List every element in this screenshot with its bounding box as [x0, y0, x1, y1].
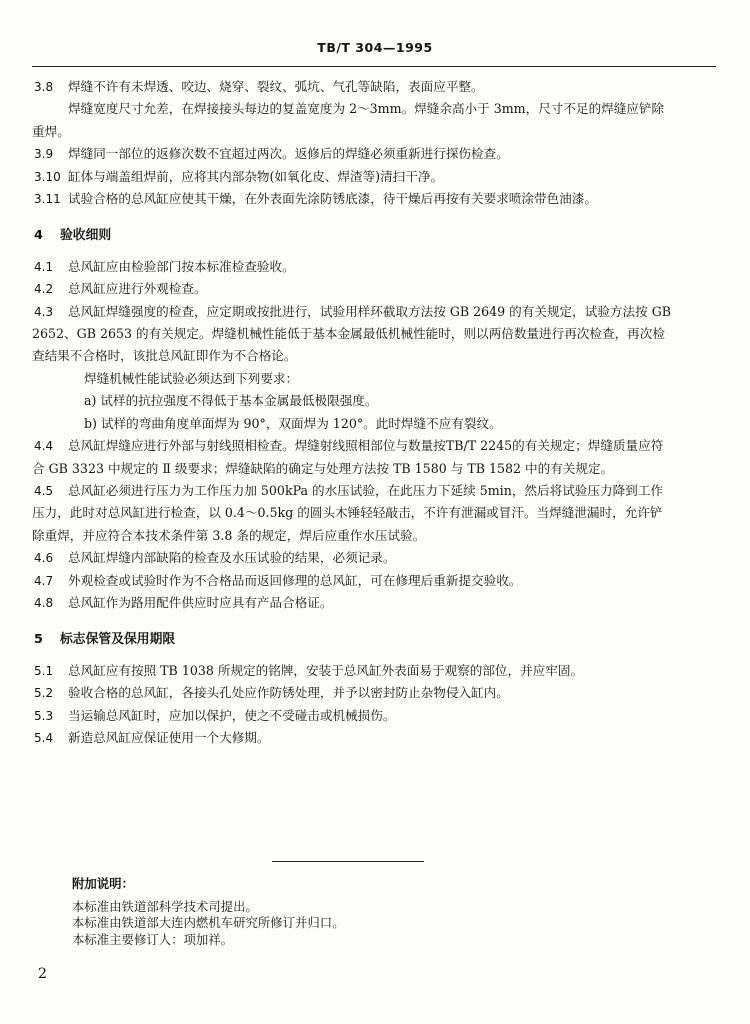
- clause-text: 总风缸焊缝应进行外部与射线照相检查。焊缝射线照相部位与数量按TB/T 2245的有关规定；焊缝质量应符合 GB 3323 中规定的 Ⅱ 级要求；焊缝缺陷的确定与处理方法按 TB 1580 与 TB 1582 中的有关规定。: [32, 438, 664, 476]
- section-number: 4: [34, 228, 43, 244]
- notes-title: 附加说明：: [72, 876, 134, 891]
- clause-3-9: [32, 143, 672, 165]
- clause-text: 新造总风缸应保证使用一个大修期。: [68, 729, 270, 745]
- clause-text: 总风缸必须进行压力为工作压力加 500kPa 的水压试验，在此压力下延续 5min，然后将试验压力降到工作压力，此时对总风缸进行检查，以 0.4～0.5kg 的圆头木锤轻轻敲击，不许有泄漏或冒汗。当焊缝泄漏时，允许铲除重焊，并应符合本技术条件第 3.8 条的规定，焊后应重作水压试验。: [32, 482, 663, 543]
- clause-number: 5.4: [34, 730, 54, 745]
- clause-3-8-continuation: [32, 98, 672, 143]
- clause-text: 总风缸应有按照 TB 1038 所规定的铭牌，安装于总风缸外表面易于观察的部位，并应牢固。: [68, 662, 584, 678]
- clause-text: 焊缝宽度尺寸允差，在焊接接头每边的复盖宽度为 2～3mm。焊缝余高小于 3mm，尺寸不足的焊缝应铲除重焊。: [32, 101, 665, 139]
- clause-text: 总风缸焊缝强度的检查，应定期或按批进行，试验用样环截取方法按 GB 2649 的有关规定，试验方法按 GB 2652、GB 2653 的有关规定。焊缝机械性能低于基本金属最低机械性能时，则以两倍数量进行再次检查，再次检查结果不合格时，该批总风缸即作为不合格论。: [32, 303, 672, 364]
- clause-text: 总风缸作为路用配件供应时应具有产品合格证。: [68, 594, 333, 610]
- additional-notes: [72, 876, 345, 948]
- section-5-heading: [32, 629, 672, 651]
- clause-4-5: [32, 480, 672, 547]
- document-body: [32, 76, 672, 749]
- section-title: 验收细则: [60, 228, 112, 244]
- clause-text: 焊缝同一部位的返修次数不宜超过两次。返修后的焊缝必须重新进行探伤检查。: [68, 146, 509, 162]
- clause-number: 4.6: [34, 551, 54, 566]
- clause-number: 3.11: [34, 192, 61, 207]
- weld-requirement-b: b) 试样的弯曲角度单面焊为 90°，双面焊为 120°。此时焊缝不应有裂纹。: [84, 415, 502, 431]
- section-4-heading: [32, 225, 672, 247]
- clause-4-2: [32, 278, 672, 300]
- clause-number: 4.5: [34, 483, 54, 498]
- clause-4-3: [32, 301, 672, 368]
- clause-4-1: [32, 256, 672, 278]
- clause-4-6: [32, 547, 672, 569]
- clause-text: 当运输总风缸时，应加以保护，使之不受碰击或机械损伤。: [68, 707, 396, 723]
- clause-number: 3.8: [34, 80, 54, 94]
- clause-4-8: [32, 592, 672, 614]
- clause-text: 试验合格的总风缸应使其干燥，在外表面先涂防锈底漆，待干燥后再按有关要求喷涂带色油漆。: [68, 191, 597, 207]
- section-title: 标志保管及保用期限: [60, 632, 176, 648]
- clause-number: 4.3: [34, 304, 54, 319]
- clause-4-7: [32, 570, 672, 592]
- clause-3-8: [32, 76, 672, 98]
- clause-number: 4.8: [34, 595, 54, 610]
- clause-3-11: [32, 188, 672, 210]
- clause-5-2: [32, 682, 672, 704]
- header-rule: [32, 66, 716, 67]
- page-number: 2: [38, 966, 47, 982]
- clause-number: 3.10: [34, 169, 61, 184]
- clause-text: 焊缝不许有未焊透、咬边、烧穿、裂纹、弧坑、气孔等缺陷，表面应平整。: [68, 79, 484, 94]
- notes-line: 本标准由铁道部科学技术司提出。: [72, 898, 258, 914]
- weld-requirements-intro: 焊缝机械性能试验必须达到下列要求：: [84, 370, 299, 386]
- clause-text: 总风缸应进行外观检查。: [68, 281, 207, 297]
- clause-5-3: [32, 705, 672, 727]
- notes-line: 本标准主要修订人：项加祥。: [72, 931, 234, 947]
- clause-3-10: [32, 166, 672, 188]
- clause-text: 外观检查或试验时作为不合格品而返回修理的总风缸，可在修理后重新提交验收。: [68, 572, 522, 588]
- clause-5-1: [32, 660, 672, 682]
- clause-number: 4.4: [34, 439, 54, 454]
- clause-number: 3.9: [34, 147, 54, 162]
- clause-text: 总风缸焊缝内部缺陷的检查及水压试验的结果，必须记录。: [68, 550, 396, 566]
- clause-number: 5.3: [34, 708, 54, 723]
- clause-number: 4.2: [34, 282, 54, 297]
- clause-text: 总风缸应由检验部门按本标准检查验收。: [68, 258, 295, 274]
- clause-number: 4.1: [34, 259, 54, 274]
- separator-rule: [272, 861, 424, 862]
- standard-code-header: TB/T 304—1995: [317, 40, 433, 55]
- clause-text: 缸体与端盖组焊前，应将其内部杂物(如氧化皮、焊渣等)清扫干净。: [68, 168, 444, 184]
- clause-number: 5.1: [34, 663, 54, 678]
- clause-number: 5.2: [34, 686, 54, 701]
- clause-text: 验收合格的总风缸，各接头孔处应作防锈处理，并予以密封防止杂物侵入缸内。: [68, 685, 509, 701]
- clause-4-4: [32, 435, 672, 480]
- weld-requirement-a: a) 试样的抗拉强度不得低于基本金属最低极限强度。: [84, 393, 378, 409]
- clause-number: 4.7: [34, 573, 54, 588]
- clause-5-4: [32, 727, 672, 749]
- notes-line: 本标准由铁道部大连内燃机车研究所修订并归口。: [72, 915, 345, 930]
- section-number: 5: [34, 632, 43, 648]
